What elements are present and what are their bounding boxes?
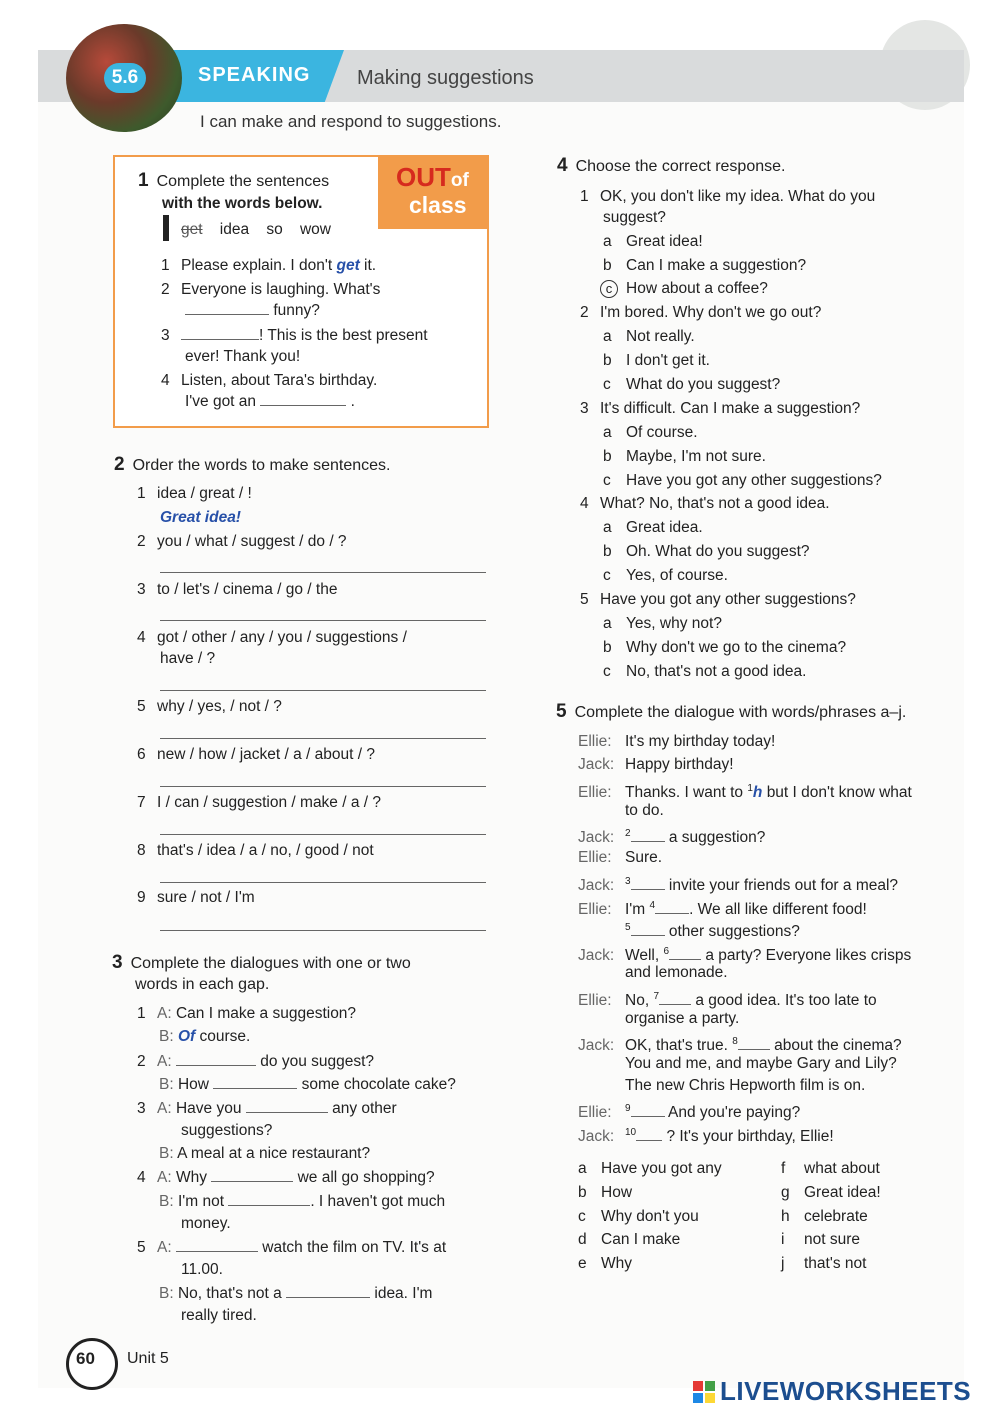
ex5-gap-2[interactable] bbox=[631, 827, 665, 842]
ex4-q1-opt-c[interactable]: c How about a coffee? bbox=[603, 278, 768, 299]
ex4-q4-opt-a[interactable]: a Great idea. bbox=[603, 519, 703, 536]
ex3-gap-2a[interactable] bbox=[176, 1051, 256, 1066]
ex3-d5-b-cont: really tired. bbox=[181, 1307, 257, 1324]
ex4-q3: 3 It's difficult. Can I make a suggestion? bbox=[580, 400, 861, 417]
ex5-gap-5[interactable] bbox=[631, 921, 665, 936]
ex3-d2-a: 2 A: do you suggest? bbox=[137, 1053, 375, 1070]
ex4-q5-opt-c[interactable]: c No, that's not a good idea. bbox=[603, 663, 807, 680]
ex5-option-j: j that's not bbox=[781, 1255, 867, 1272]
ex3-gap-4b[interactable] bbox=[228, 1191, 310, 1206]
ex1-item-4-cont: I've got an . bbox=[185, 393, 355, 410]
ex2-item-4-cont: have / ? bbox=[160, 650, 216, 667]
ex3-d5-a-cont: 11.00. bbox=[181, 1261, 223, 1278]
ex3-d5-b: B: No, that's not a idea. I'm bbox=[159, 1285, 433, 1302]
ex3-d4-b: B: I'm not . I haven't got much bbox=[159, 1193, 446, 1210]
ex2-item-9: 9 sure / not / I'm bbox=[137, 889, 255, 906]
ex5-gap-9[interactable] bbox=[631, 1102, 665, 1117]
out-of-class-class: class bbox=[409, 192, 467, 218]
ex4-q5-opt-b[interactable]: b Why don't we go to the cinema? bbox=[603, 639, 847, 656]
ex5-gap-3[interactable] bbox=[631, 875, 665, 890]
ex2-item-5: 5 why / yes, / not / ? bbox=[137, 698, 282, 715]
ex3-d3-a: 3 A: Have you any other bbox=[137, 1100, 397, 1117]
exercise-4-title: 4 Choose the correct response. bbox=[557, 155, 786, 176]
ex1-item-3: 3 ! This is the best present bbox=[161, 327, 428, 344]
ex4-q4-opt-b[interactable]: b Oh. What do you suggest? bbox=[603, 543, 810, 560]
ex4-q2-opt-b[interactable]: b I don't get it. bbox=[603, 352, 710, 369]
ex2-answer-line-4[interactable] bbox=[160, 690, 486, 691]
ex5-line-10-cont: You and me, and maybe Gary and Lily? bbox=[625, 1055, 897, 1072]
ex5-line-11: Ellie: $^9$ And you're paying? bbox=[578, 1103, 801, 1122]
ex5-option-a: a Have you got any bbox=[578, 1160, 722, 1177]
exercise-1-title-line2: with the words below. bbox=[162, 195, 323, 212]
ex2-item-8: 8 that's / idea / a / no, / good / not bbox=[137, 842, 374, 859]
out-of-class-title: OUTof bbox=[396, 162, 469, 192]
ex5-option-g: g Great idea! bbox=[781, 1184, 881, 1201]
ex2-answer-line-8[interactable] bbox=[160, 882, 486, 883]
ex4-q2-opt-c[interactable]: c What do you suggest? bbox=[603, 376, 781, 393]
ex5-line-2: Jack: Happy birthday! bbox=[578, 756, 734, 773]
ex5-line-6: Jack: $^3$ invite your friends out for a meal? bbox=[578, 876, 899, 895]
ex4-q5-opt-a[interactable]: a Yes, why not? bbox=[603, 615, 722, 632]
ex3-d3-a-cont: suggestions? bbox=[181, 1122, 273, 1139]
ex5-line-3: Ellie: Thanks. I want to $^1$h but I don't know what bbox=[578, 783, 912, 802]
ex2-item-6: 6 new / how / jacket / a / about / ? bbox=[137, 746, 375, 763]
ex4-q3-opt-b[interactable]: b Maybe, I'm not sure. bbox=[603, 448, 766, 465]
ex5-gap-10[interactable] bbox=[636, 1126, 662, 1141]
lesson-topic: Making suggestions bbox=[357, 67, 534, 89]
page-number: 60 bbox=[76, 1349, 95, 1368]
ex4-q1-cont: suggest? bbox=[603, 209, 666, 226]
ex3-d4-b-cont: money. bbox=[181, 1215, 231, 1232]
exercise-5-title: 5 Complete the dialogue with words/phrases a–j. bbox=[556, 701, 907, 722]
section-label: SPEAKING bbox=[198, 64, 311, 86]
ex5-line-3-cont: to do. bbox=[625, 802, 664, 819]
exercise-3-title: 3 Complete the dialogues with one or two bbox=[112, 952, 411, 973]
ex5-line-10-cont2: The new Chris Hepworth film is on. bbox=[625, 1077, 866, 1094]
ex2-item-1: 1 idea / great / ! bbox=[137, 485, 252, 502]
ex5-option-e: e Why bbox=[578, 1255, 632, 1272]
word-bank: get idea so wow bbox=[181, 221, 331, 238]
ex5-option-h: h celebrate bbox=[781, 1208, 868, 1225]
ex5-line-12: Jack: $^{10}$ ? It's your birthday, Ellie! bbox=[578, 1127, 834, 1146]
ex3-gap-5b[interactable] bbox=[286, 1283, 370, 1298]
ex1-gap-4[interactable] bbox=[260, 391, 346, 406]
ex2-answer-1: Great idea! bbox=[160, 509, 241, 526]
ex4-q1: 1 OK, you don't like my idea. What do you bbox=[580, 188, 876, 205]
ex2-answer-line-6[interactable] bbox=[160, 786, 486, 787]
lesson-number: 5.6 bbox=[104, 63, 146, 93]
ex4-q4-opt-c[interactable]: c Yes, of course. bbox=[603, 567, 728, 584]
ex4-q1-opt-a[interactable]: a Great idea! bbox=[603, 233, 703, 250]
ex1-item-4: 4 Listen, about Tara's birthday. bbox=[161, 372, 378, 389]
ex3-gap-3[interactable] bbox=[246, 1098, 328, 1113]
ex3-gap-2b[interactable] bbox=[213, 1074, 297, 1089]
ex4-q2-opt-a[interactable]: a Not really. bbox=[603, 328, 695, 345]
ex3-d5-a: 5 A: watch the film on TV. It's at bbox=[137, 1239, 447, 1256]
exercise-1-title: 1 Complete the sentences bbox=[138, 170, 330, 191]
ex4-q3-opt-a[interactable]: a Of course. bbox=[603, 424, 698, 441]
ex2-answer-line-9[interactable] bbox=[160, 930, 486, 931]
ex5-line-7: Ellie: I'm $^4$ . We all like different food! bbox=[578, 900, 867, 919]
word-box-marker bbox=[163, 215, 169, 241]
ex5-option-f: f what about bbox=[781, 1160, 880, 1177]
exercise-2-title: 2 Order the words to make sentences. bbox=[114, 454, 391, 475]
ex4-q5: 5 Have you got any other suggestions? bbox=[580, 591, 856, 608]
ex3-d3-b: B: A meal at a nice restaurant? bbox=[159, 1145, 371, 1162]
ex5-gap-7[interactable] bbox=[659, 990, 691, 1005]
ex3-gap-4a[interactable] bbox=[211, 1167, 293, 1182]
ex2-item-2: 2 you / what / suggest / do / ? bbox=[137, 533, 347, 550]
ex5-gap-6[interactable] bbox=[669, 945, 701, 960]
ex1-item-3-cont: ever! Thank you! bbox=[185, 348, 301, 365]
ex5-gap-4[interactable] bbox=[655, 899, 689, 914]
ex1-item-1: 1 Please explain. I don't get it. bbox=[161, 257, 377, 274]
ex2-answer-line-3[interactable] bbox=[160, 620, 486, 621]
ex1-item-2-cont: funny? bbox=[185, 300, 320, 321]
ex5-gap-8[interactable] bbox=[738, 1035, 770, 1050]
ex3-d1-b: B: Of course. bbox=[159, 1028, 251, 1045]
ex1-gap-2[interactable] bbox=[185, 300, 269, 315]
liveworksheets-brand[interactable]: LIVEWORKSHEETS bbox=[720, 1376, 972, 1406]
ex5-line-5: Ellie: Sure. bbox=[578, 849, 663, 866]
ex5-option-d: d Can I make bbox=[578, 1231, 681, 1248]
ex5-option-i: i not sure bbox=[781, 1231, 861, 1248]
unit-label: Unit 5 bbox=[127, 1350, 169, 1367]
ex2-item-7: 7 I / can / suggestion / make / a / ? bbox=[137, 794, 382, 811]
ex4-q4: 4 What? No, that's not a good idea. bbox=[580, 495, 830, 512]
ex1-gap-3[interactable] bbox=[181, 325, 259, 340]
ex5-line-9: Ellie: No, $^7$ a good idea. It's too late to bbox=[578, 991, 877, 1010]
ex3-d1-a: 1 A: Can I make a suggestion? bbox=[137, 1005, 357, 1022]
ex3-gap-5a[interactable] bbox=[176, 1237, 258, 1252]
ex5-line-9-cont: organise a party. bbox=[625, 1010, 740, 1027]
ex5-option-b: b How bbox=[578, 1184, 633, 1201]
ex2-answer-line-7[interactable] bbox=[160, 834, 486, 835]
ex2-answer-line-5[interactable] bbox=[160, 738, 486, 739]
ex2-item-4: 4 got / other / any / you / suggestions / bbox=[137, 629, 407, 646]
ex4-q3-opt-c[interactable]: c Have you got any other suggestions? bbox=[603, 472, 882, 489]
ex5-line-8-cont: and lemonade. bbox=[625, 964, 728, 981]
ex5-line-4: Jack: $^2$ a suggestion? bbox=[578, 828, 766, 847]
exercise-3-title-line2: words in each gap. bbox=[135, 976, 270, 993]
selected-answer-circle: c bbox=[600, 280, 618, 298]
ex4-q2: 2 I'm bored. Why don't we go out? bbox=[580, 304, 822, 321]
ex3-d2-b: B: How some chocolate cake? bbox=[159, 1076, 456, 1093]
ex5-line-10: Jack: OK, that's true. $^8$ about the cinema? bbox=[578, 1036, 902, 1055]
ex5-line-7-cont: $^5$ other suggestions? bbox=[625, 922, 800, 941]
ex3-d4-a: 4 A: Why we all go shopping? bbox=[137, 1169, 435, 1186]
ex2-answer-line-2[interactable] bbox=[160, 572, 486, 573]
ex2-item-3: 3 to / let's / cinema / go / the bbox=[137, 581, 338, 598]
ex5-line-1: Ellie: It's my birthday today! bbox=[578, 733, 776, 750]
ex5-line-8: Jack: Well, $^6$ a party? Everyone likes crisps bbox=[578, 946, 912, 965]
ex1-item-2: 2 Everyone is laughing. What's bbox=[161, 281, 381, 298]
ex4-q1-opt-b[interactable]: b Can I make a suggestion? bbox=[603, 257, 807, 274]
lesson-objective: I can make and respond to suggestions. bbox=[200, 112, 502, 131]
ex5-option-c: c Why don't you bbox=[578, 1208, 699, 1225]
liveworksheets-logo-icon bbox=[692, 1380, 716, 1404]
